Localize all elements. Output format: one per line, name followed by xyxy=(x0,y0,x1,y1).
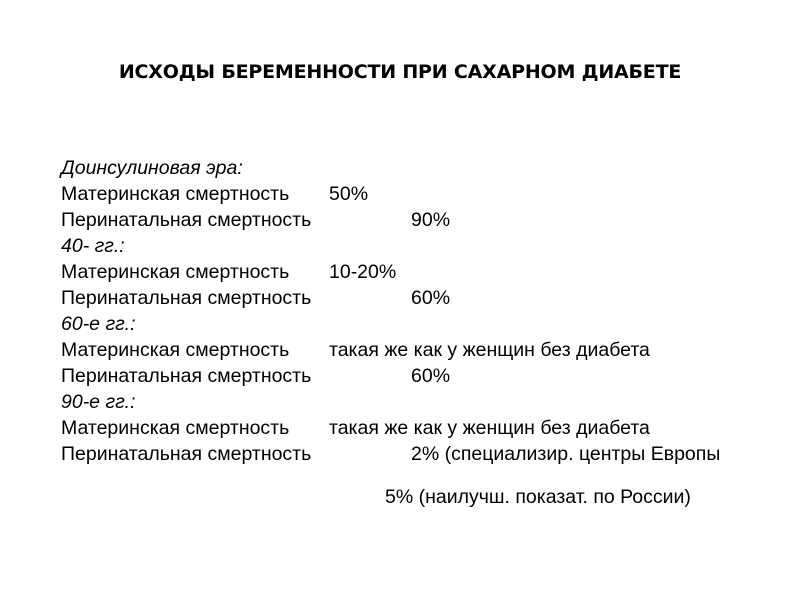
perinatal-mortality-label: Перинатальная смертность xyxy=(61,365,312,387)
era-heading: 40- гг.: xyxy=(61,235,125,257)
maternal-mortality-label: Материнская смертность xyxy=(61,339,290,361)
maternal-mortality-row xyxy=(61,415,781,441)
slide-body xyxy=(61,155,781,467)
footnote: 5% (наилучш. показат. по России) xyxy=(385,486,691,508)
perinatal-mortality-row xyxy=(61,363,781,389)
maternal-mortality-row xyxy=(61,337,781,363)
perinatal-mortality-value: 2% (специализир. центры Европы xyxy=(411,443,721,465)
perinatal-mortality-row xyxy=(61,285,781,311)
slide-title: ИСХОДЫ БЕРЕМЕННОСТИ ПРИ САХАРНОМ ДИАБЕТЕ xyxy=(118,61,682,83)
maternal-mortality-value: такая же как у женщин без диабета xyxy=(329,339,650,361)
perinatal-mortality-label: Перинатальная смертность xyxy=(61,443,312,465)
maternal-mortality-row xyxy=(61,181,781,207)
perinatal-mortality-value: 60% xyxy=(411,287,451,309)
perinatal-mortality-label: Перинатальная смертность xyxy=(61,209,312,231)
maternal-mortality-row xyxy=(61,259,781,285)
era-heading: 60-е гг.: xyxy=(61,313,136,335)
maternal-mortality-label: Материнская смертность xyxy=(61,261,290,283)
perinatal-mortality-value: 60% xyxy=(411,365,451,387)
perinatal-mortality-row xyxy=(61,207,781,233)
perinatal-mortality-row xyxy=(61,441,781,467)
perinatal-mortality-label: Перинатальная смертность xyxy=(61,287,312,309)
maternal-mortality-value: такая же как у женщин без диабета xyxy=(329,417,650,439)
maternal-mortality-label: Материнская смертность xyxy=(61,183,290,205)
perinatal-mortality-value: 90% xyxy=(411,209,451,231)
maternal-mortality-label: Материнская смертность xyxy=(61,417,290,439)
maternal-mortality-value: 10-20% xyxy=(329,261,397,283)
era-heading: Доинсулиновая эра: xyxy=(61,157,243,179)
maternal-mortality-value: 50% xyxy=(329,183,369,205)
era-heading: 90-е гг.: xyxy=(61,391,136,413)
